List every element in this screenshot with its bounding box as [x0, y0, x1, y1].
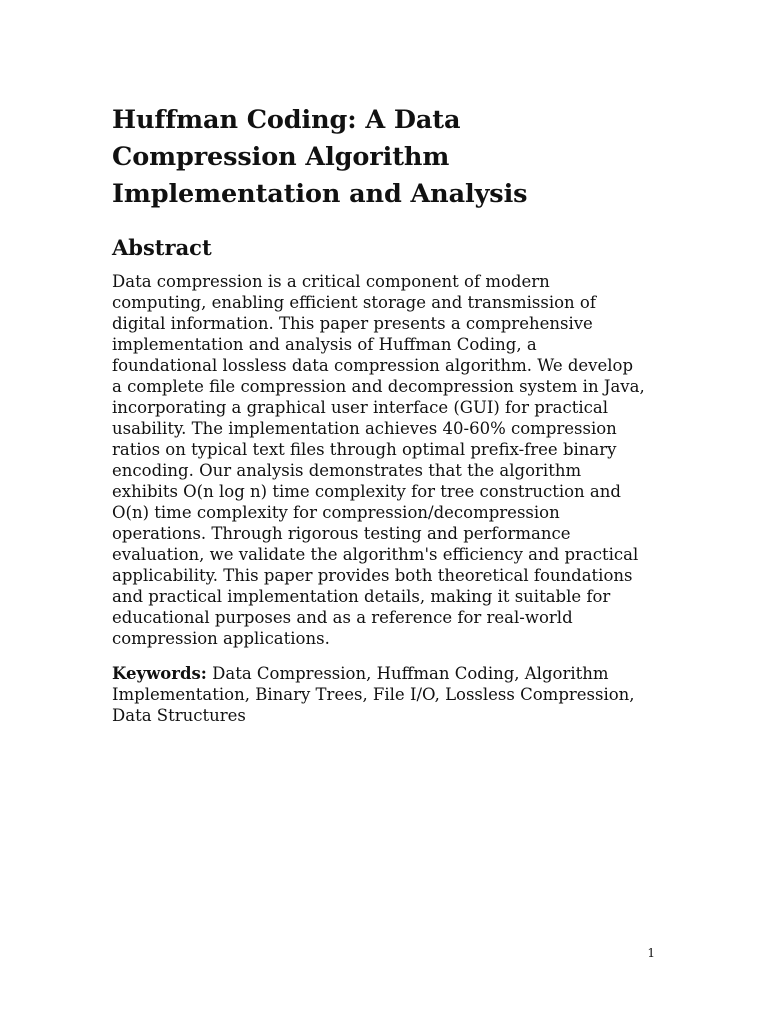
abstract-body: Data compression is a critical component of modern computing, enabling efficient storage and transmission of digital information. This paper presents a comprehensive implementation and analysis of Huffman Coding, a foundational lossless data compression algorithm. We develop a complete file compression and decompression system in Java, incorporating a graphical user interface (GUI) for practical usability. The implementation achieves 40-60% compression ratios on typical text files through optimal prefix-free binary encoding. Our analysis demonstrates that the algorithm exhibits O(n log n) time complexity for tree construction and O(n) time complexity for compression/decompression operations. Through rigorous testing and performance evaluation, we validate the algorithm's efficiency and practical applicability. This paper provides both theoretical foundations and practical implementation details, making it suitable for educational purposes and as a reference for real-world compression applications. — [112, 272, 645, 648]
keywords-list: Data Compression, Huffman Coding, Algorithm Implementation, Binary Trees, File I/O, Lossless Compression, Data Structures — [112, 664, 635, 725]
paper-title: Huffman Coding: A Data Compression Algorithm Implementation and Analysis — [112, 105, 528, 209]
page-number: 1 — [647, 946, 655, 960]
abstract-heading: Abstract — [112, 235, 212, 260]
keywords-label: Keywords: — [112, 664, 207, 683]
keywords-paragraph — [112, 663, 646, 726]
